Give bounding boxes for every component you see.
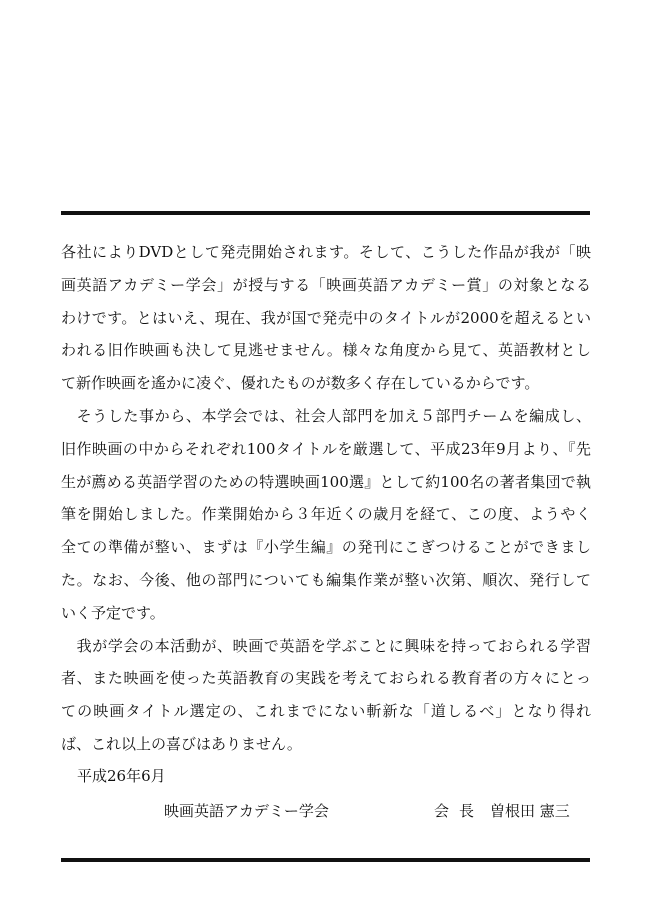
signature-organization: 映画英語アカデミー学会 — [164, 802, 329, 820]
text-line: て新作映画を遙かに凌ぐ、優れたものが数多く存在しているからです。 — [61, 374, 540, 393]
text-line: 生が薦める英語学習のための特選映画100選』として約100名の著者集団で執 — [61, 472, 591, 491]
text-line: 我が学会の本活動が、映画で英語を学ぶことに興味を持っておられる学習 — [61, 636, 591, 655]
text-line: いく予定です。 — [61, 603, 165, 622]
text-line: ての映画タイトル選定の、これまでにない斬新な「道しるべ」となり得れ — [61, 702, 591, 721]
bottom-rule — [61, 858, 590, 862]
text-line: わけです。とはいえ、現在、我が国で発売中のタイトルが2000を超えるとい — [61, 308, 591, 327]
body-text — [61, 236, 591, 761]
text-line: た。なお、今後、他の部門についても編集作業が整い次第、順次、発行して — [61, 570, 591, 589]
text-line: 各社によりDVDとして発売開始されます。そして、こうした作品が我が「映 — [61, 243, 591, 261]
text-line: われる旧作映画も決して見逃せません。様々な角度から見て、英語教材とし — [61, 341, 591, 360]
top-rule — [61, 211, 590, 215]
text-line: 筆を開始しました。作業開始から３年近くの歳月を経て、この度、ようやく — [61, 505, 591, 524]
text-line: 全ての準備が整い、まずは『小学生編』の発刊にこぎつけることができまし — [61, 538, 591, 557]
text-line: そうした事から、本学会では、社会人部門を加え５部門チームを編成し、 — [61, 406, 591, 425]
signature-name: 曽根田 憲三 — [490, 802, 570, 820]
signature-person — [434, 795, 570, 827]
text-line: 画英語アカデミー学会」が授与する「映画英語アカデミー賞」の対象となる — [61, 275, 591, 294]
text-line: ば、これ以上の喜びはありません。 — [61, 734, 302, 753]
text-line: 者、また映画を使った英語教育の実践を考えておられる教育者の方々にとっ — [61, 669, 591, 688]
text-line: 旧作映画の中からそれぞれ100タイトルを厳選して、平成23年9月より、『先 — [61, 439, 591, 458]
signature-title: 会長 — [434, 802, 485, 820]
document-date: 平成26年6月 — [77, 767, 166, 785]
